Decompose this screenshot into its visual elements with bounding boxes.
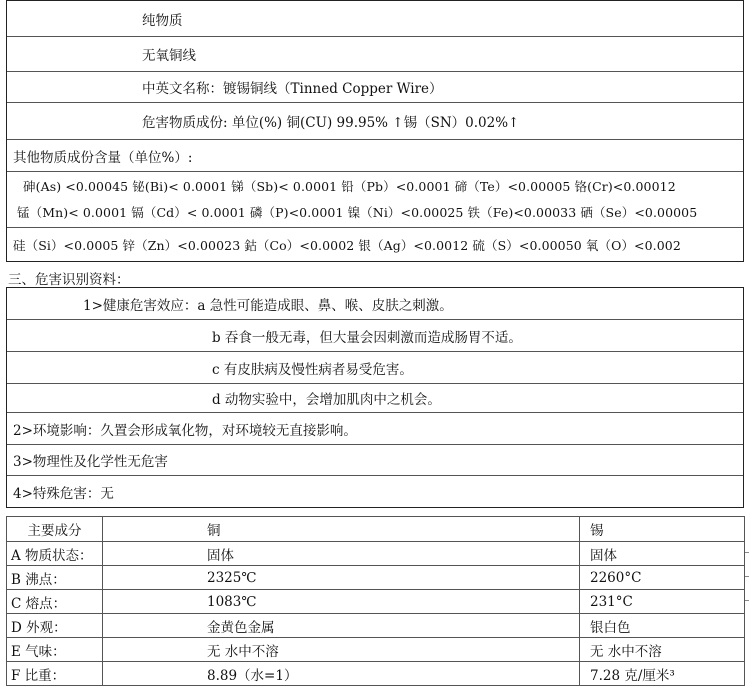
health-a-row [7,288,743,320]
tin-value: 2260°C [580,566,745,590]
margin-mark [745,552,749,553]
property-label: C 熔点： [7,590,103,614]
property-label: D 外观： [7,614,103,638]
table-row [7,638,745,662]
pure-substance-row [7,1,743,37]
environment-row [7,413,743,445]
property-label: F 比重： [7,662,103,686]
tin-value: 7.28 克/厘米³ [580,662,745,686]
material-name-row [7,37,743,72]
copper-value: 金黄色金属 [103,614,580,638]
special-hazard: 4>特殊危害：无 [13,485,114,502]
health-effect-c: c 有皮肤病及慢性病者易受危害。 [212,361,413,378]
tin-value: 固体 [580,542,745,566]
table-row [7,590,745,614]
copper-value: 8.89（水=1） [103,662,580,686]
property-label: E 气味： [7,638,103,662]
health-b-row [7,320,743,352]
copper-value: 固体 [103,542,580,566]
elements-line-2: 锰（Mn)< 0.0001 镉（Cd）< 0.0001 磷（P)<0.0001 镍（Ni）<0.00025 铁（Fe)<0.00033 硒（Se）<0.00005 [17,204,698,220]
elements-block [7,172,743,228]
hazard-composition: 危害物质成份: 单位(%) 铜(CU) 99.95% ↑锡（SN）0.02%↑ [142,115,520,131]
property-label: B 沸点： [7,566,103,590]
health-effect-d: d 动物实验中，会增加肌肉中之机会。 [212,392,441,408]
table-row [7,662,745,686]
hazard-section-title: 三、危害识别资料： [8,272,130,288]
environment-effect: 2>环境影响：久置会形成氧化物，对环境较无直接影响。 [13,422,357,439]
header-tin: 锡 [580,517,745,542]
margin-mark [745,600,749,601]
property-label: A 物质状态： [7,542,103,566]
health-d-row [7,384,743,413]
health-effect-b: b 吞食一般无毒，但大量会因刺激而造成肠胃不适。 [212,329,522,346]
health-effect-a: 1>健康危害效应：a 急性可能造成眼、鼻、喉、皮肤之刺激。 [83,297,453,314]
bilingual-name-row [7,72,743,103]
table-row [7,542,745,566]
physical-chemical-hazard: 3>物理性及化学性无危害 [13,454,168,470]
pure-substance-label: 纯物质 [142,12,183,29]
bilingual-name: 中英文名称：镀锡铜线（Tinned Copper Wire） [142,81,443,97]
health-c-row [7,352,743,384]
special-row [7,476,743,507]
margin-mark [745,576,749,577]
table-row [7,614,745,638]
tin-value: 无 水中不溶 [580,638,745,662]
properties-table [6,516,745,686]
table-header-row [7,517,745,542]
tin-value: 银白色 [580,614,745,638]
elements-row-3 [7,228,743,261]
tin-value: 231°C [580,590,745,614]
header-copper: 铜 [103,517,580,542]
hazard-box [6,287,744,508]
copper-value: 2325℃ [103,566,580,590]
copper-value: 1083℃ [103,590,580,614]
elements-line-1: 砷(As) <0.00045 铋(Bi)< 0.0001 锑（Sb)< 0.0001 铅（Pb）<0.0001 碲（Te）<0.00005 铬(Cr)<0.00012 [23,178,676,194]
material-name: 无氧铜线 [142,48,196,64]
composition-box [6,0,744,262]
elements-line-3: 硅（Si）<0.0005 锌（Zn）<0.00023 鈷（Co）<0.0002 银（Ag）<0.0012 硫（S）<0.00050 氧（O）<0.002 [13,237,681,253]
header-component: 主要成分 [7,517,103,542]
other-content-row [7,140,743,172]
copper-value: 无 水中不溶 [103,638,580,662]
physical-row [7,445,743,476]
other-content-title: 其他物质成份含量（单位%）: [13,149,193,166]
hazard-composition-row [7,103,743,140]
table-row [7,566,745,590]
